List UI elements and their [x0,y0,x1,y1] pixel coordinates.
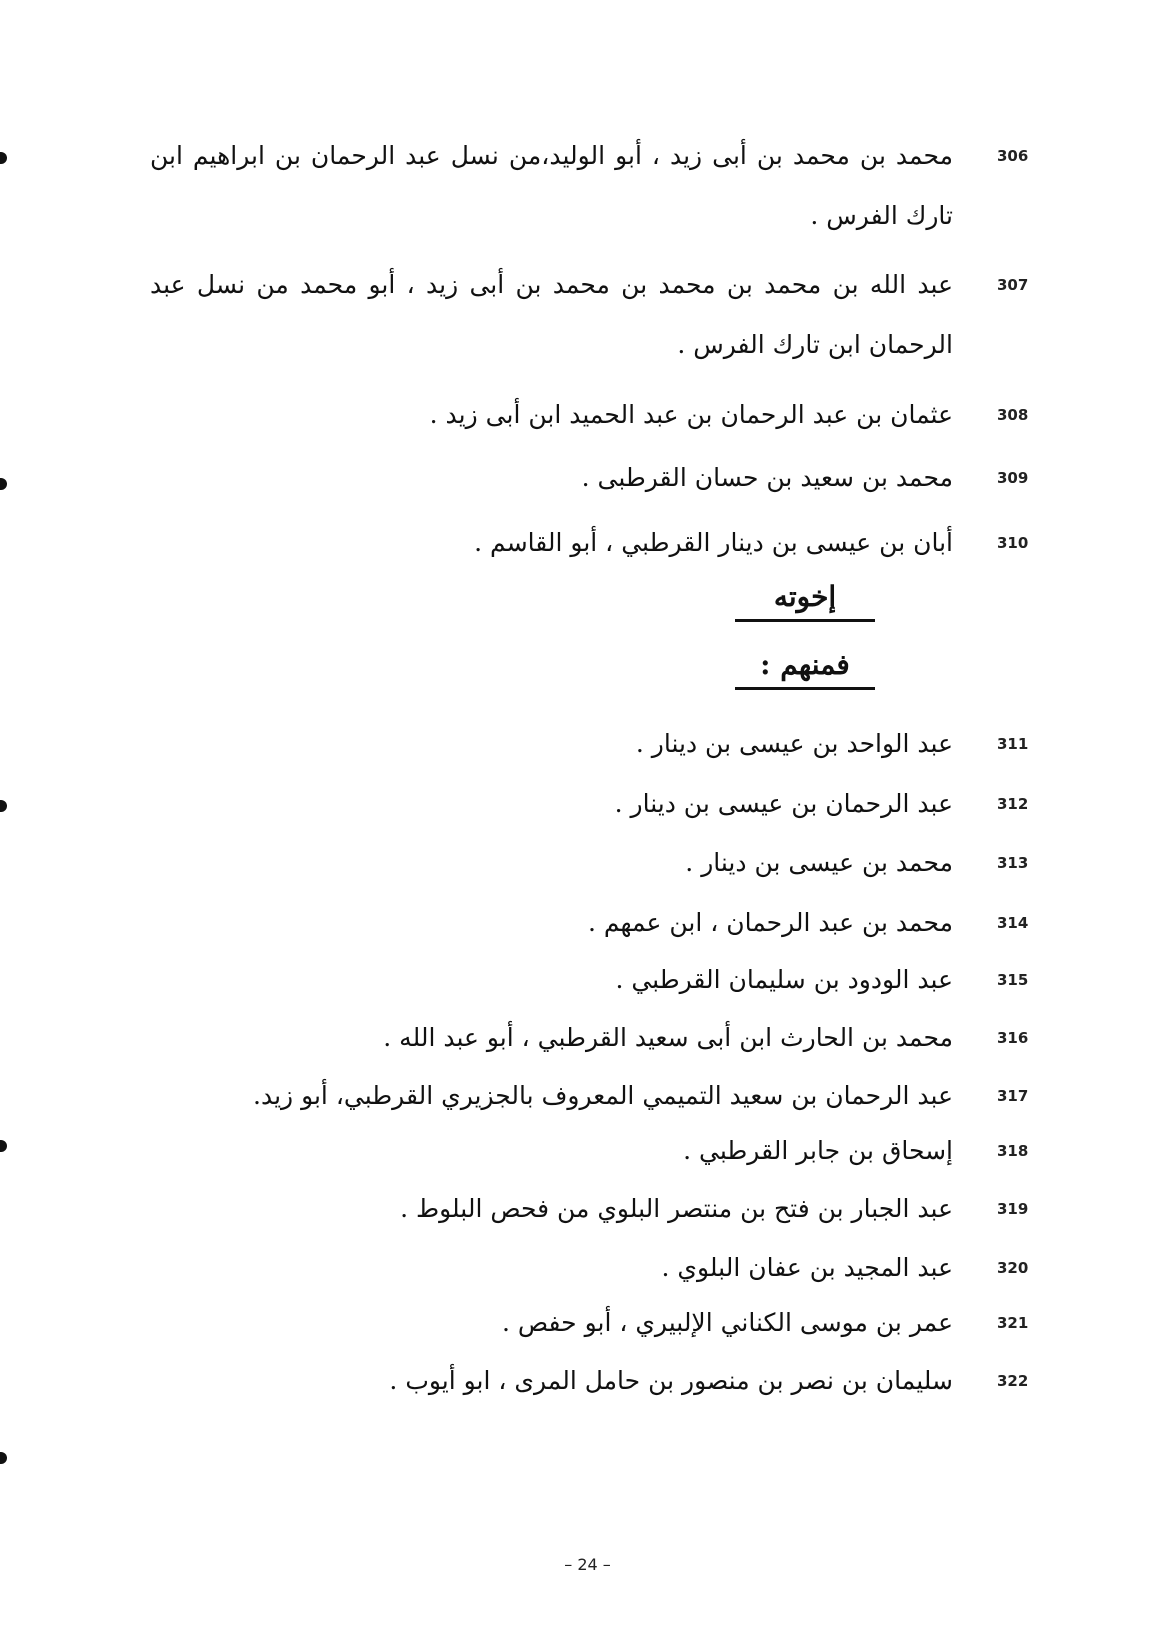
entry-number: 306 [997,147,1029,165]
entry-number: 320 [997,1259,1029,1277]
entry-number: 311 [997,735,1029,753]
binding-mark [0,152,7,164]
binding-mark [0,478,7,490]
entry-text: عبد الجبار بن فتح بن منتصر البلوي من فحص البلوط . [400,1194,953,1223]
entry-number: 310 [997,534,1029,552]
entry-text: محمد بن عيسى بن دينار . [685,848,953,877]
entry-text: عمر بن موسى الكناني الإلبيري ، أبو حفص . [502,1308,953,1337]
entry-text: أبان بن عيسى بن دينار القرطبي ، أبو القاسم . [474,528,953,557]
entry-number: 319 [997,1200,1029,1218]
entry-number: 309 [997,469,1029,487]
entry-number: 312 [997,795,1029,813]
entry-text: محمد بن عبد الرحمان ، ابن عمهم . [587,908,953,937]
entry-text: إسحاق بن جابر القرطبي . [683,1136,953,1165]
entry-number: 316 [997,1029,1029,1047]
section-heading: إخوته [735,580,875,622]
entry-text: محمد بن الحارث ابن أبى سعيد القرطبي ، أبو عبد الله . [383,1023,953,1052]
section-subheading: فمنهم : [735,648,875,690]
entry-number: 315 [997,971,1029,989]
entry-number: 321 [997,1314,1029,1332]
entry-number: 313 [997,854,1029,872]
entry-number: 317 [997,1087,1029,1105]
entry-text: عثمان بن عبد الرحمان بن عبد الحميد ابن أبى زيد . [429,400,953,429]
entry-text: سليمان بن نصر بن منصور بن حامل المرى ، ابو أيوب . [389,1366,953,1395]
binding-mark [0,1140,7,1152]
binding-mark [0,800,7,812]
entry-number: 318 [997,1142,1029,1160]
entry-text: عبد المجيد بن عفان البلوي . [661,1253,953,1282]
entry-number: 308 [997,406,1029,424]
entry-number: 322 [997,1372,1029,1390]
entry-text: عبد الواحد بن عيسى بن دينار . [635,729,953,758]
binding-mark [0,1452,7,1464]
entry-text: عبد الرحمان بن سعيد التميمي المعروف بالجزيري القرطبي، أبو زيد. [253,1081,953,1110]
entry-text: محمد بن سعيد بن حسان القرطبى . [581,463,953,492]
entry-text: عبد الودود بن سليمان القرطبي . [615,965,953,994]
entry-text: عبد الرحمان بن عيسى بن دينار . [614,789,953,818]
entry-text: عبد الله بن محمد بن محمد بن محمد بن أبى زيد ، أبو محمد من نسل عبد الرحمان ابن تارك الفرس . [150,270,953,359]
entry-number: 314 [997,914,1029,932]
page-number: – 24 – [564,1555,611,1574]
entry-text: محمد بن محمد بن أبى زيد ، أبو الوليد،من نسل عبد الرحمان بن ابراهيم ابن تارك الفرس . [150,141,953,230]
entry-number: 307 [997,276,1029,294]
